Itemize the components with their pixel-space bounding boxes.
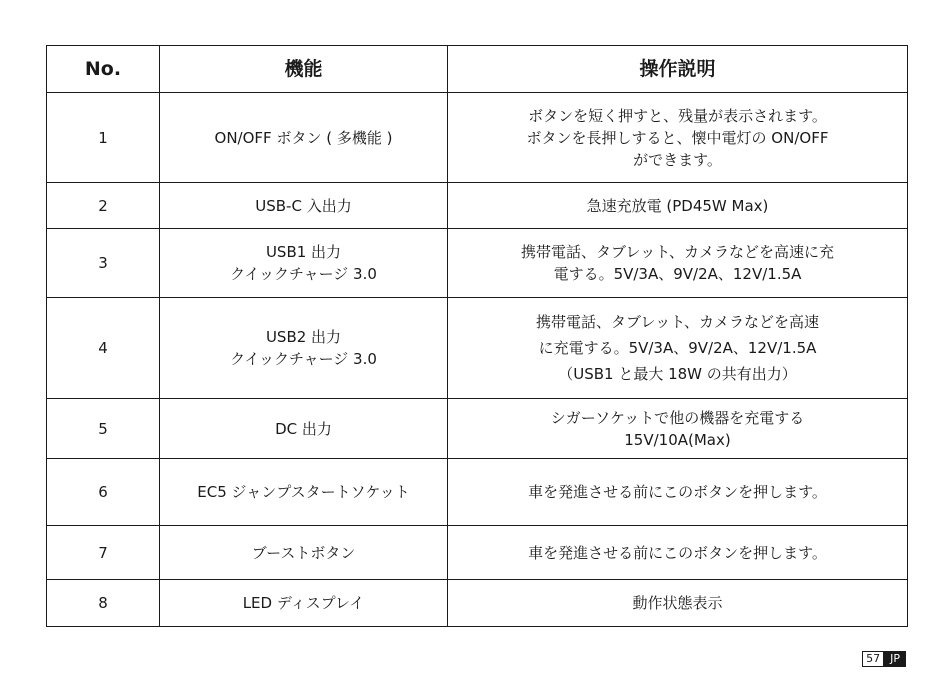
description-line: 携帯電話、タブレット、カメラなどを高速に充: [521, 243, 834, 261]
language-badge: JP: [884, 651, 906, 667]
table-header-row: [47, 46, 908, 93]
function-line: ブーストボタン: [251, 543, 356, 562]
row-function: [160, 298, 448, 399]
description-line: 急速充放電 (PD45W Max): [586, 196, 769, 215]
row-number: 2: [47, 183, 160, 229]
description-line: 車を発進させる前にこのボタンを押します。: [528, 483, 827, 501]
header-function: 機能: [160, 46, 448, 93]
function-line: LED ディスプレイ: [242, 594, 365, 612]
spec-table: [46, 45, 908, 627]
table-row: [47, 298, 908, 399]
row-description: [448, 229, 908, 298]
description-line: 動作状態表示: [632, 594, 723, 612]
description-line: ボタンを短く押すと、残量が表示されます。: [528, 106, 827, 125]
row-function: [160, 459, 448, 526]
header-no: No.: [47, 46, 160, 93]
row-description: [448, 183, 908, 229]
description-line: （USB1 と最大 18W の共有出力）: [558, 365, 797, 383]
function-line: USB2 出力: [265, 328, 342, 346]
description-line: 15V/10A(Max): [624, 430, 731, 449]
row-function: [160, 183, 448, 229]
row-function: [160, 580, 448, 627]
page-marker: [862, 651, 906, 667]
row-description: [448, 399, 908, 459]
function-line: EC5 ジャンプスタートソケット: [197, 483, 410, 501]
header-description: 操作説明: [448, 46, 908, 93]
page-number: 57: [862, 651, 884, 667]
table-row: [47, 459, 908, 526]
table-row: [47, 526, 908, 580]
description-line: ができます。: [633, 150, 722, 169]
row-number: 4: [47, 298, 160, 399]
function-line: USB1 出力: [265, 243, 342, 261]
function-line: DC 出力: [275, 419, 332, 438]
row-function: [160, 93, 448, 183]
row-number: 1: [47, 93, 160, 183]
row-description: [448, 580, 908, 627]
table-row: [47, 183, 908, 229]
description-line: 携帯電話、タブレット、カメラなどを高速: [536, 313, 819, 331]
function-line: クイックチャージ 3.0: [230, 265, 377, 283]
row-function: [160, 399, 448, 459]
description-line: シガーソケットで他の機器を充電する: [550, 408, 805, 427]
description-line: に充電する。5V/3A、9V/2A、12V/1.5A: [538, 339, 817, 357]
row-description: [448, 526, 908, 580]
row-description: [448, 93, 908, 183]
function-line: USB-C 入出力: [255, 196, 352, 215]
function-line: クイックチャージ 3.0: [230, 350, 377, 368]
row-function: [160, 526, 448, 580]
description-line: 電する。5V/3A、9V/2A、12V/1.5A: [553, 265, 802, 283]
description-line: ボタンを長押しすると、懐中電灯の ON/OFF: [526, 128, 829, 147]
row-number: 7: [47, 526, 160, 580]
row-description: [448, 298, 908, 399]
row-function: [160, 229, 448, 298]
table-row: [47, 580, 908, 627]
row-number: 6: [47, 459, 160, 526]
row-number: 8: [47, 580, 160, 627]
row-number: 3: [47, 229, 160, 298]
row-number: 5: [47, 399, 160, 459]
table-row: [47, 93, 908, 183]
table-row: [47, 399, 908, 459]
function-line: ON/OFF ボタン ( 多機能 ): [214, 128, 393, 147]
table-row: [47, 229, 908, 298]
row-description: [448, 459, 908, 526]
description-line: 車を発進させる前にこのボタンを押します。: [528, 543, 827, 562]
